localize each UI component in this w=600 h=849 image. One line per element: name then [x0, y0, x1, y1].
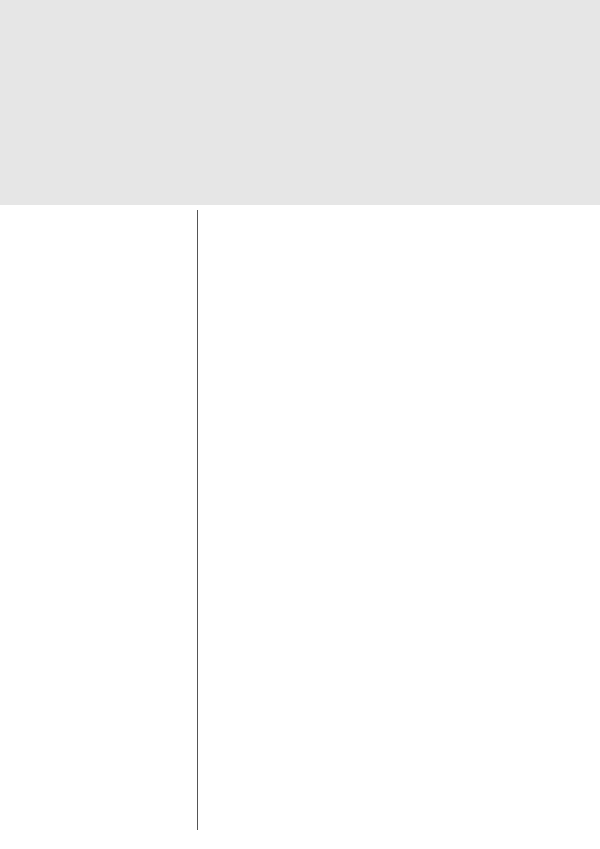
cover-header — [0, 0, 600, 205]
column-divider — [197, 210, 198, 830]
journal-title-chinese — [50, 62, 470, 152]
